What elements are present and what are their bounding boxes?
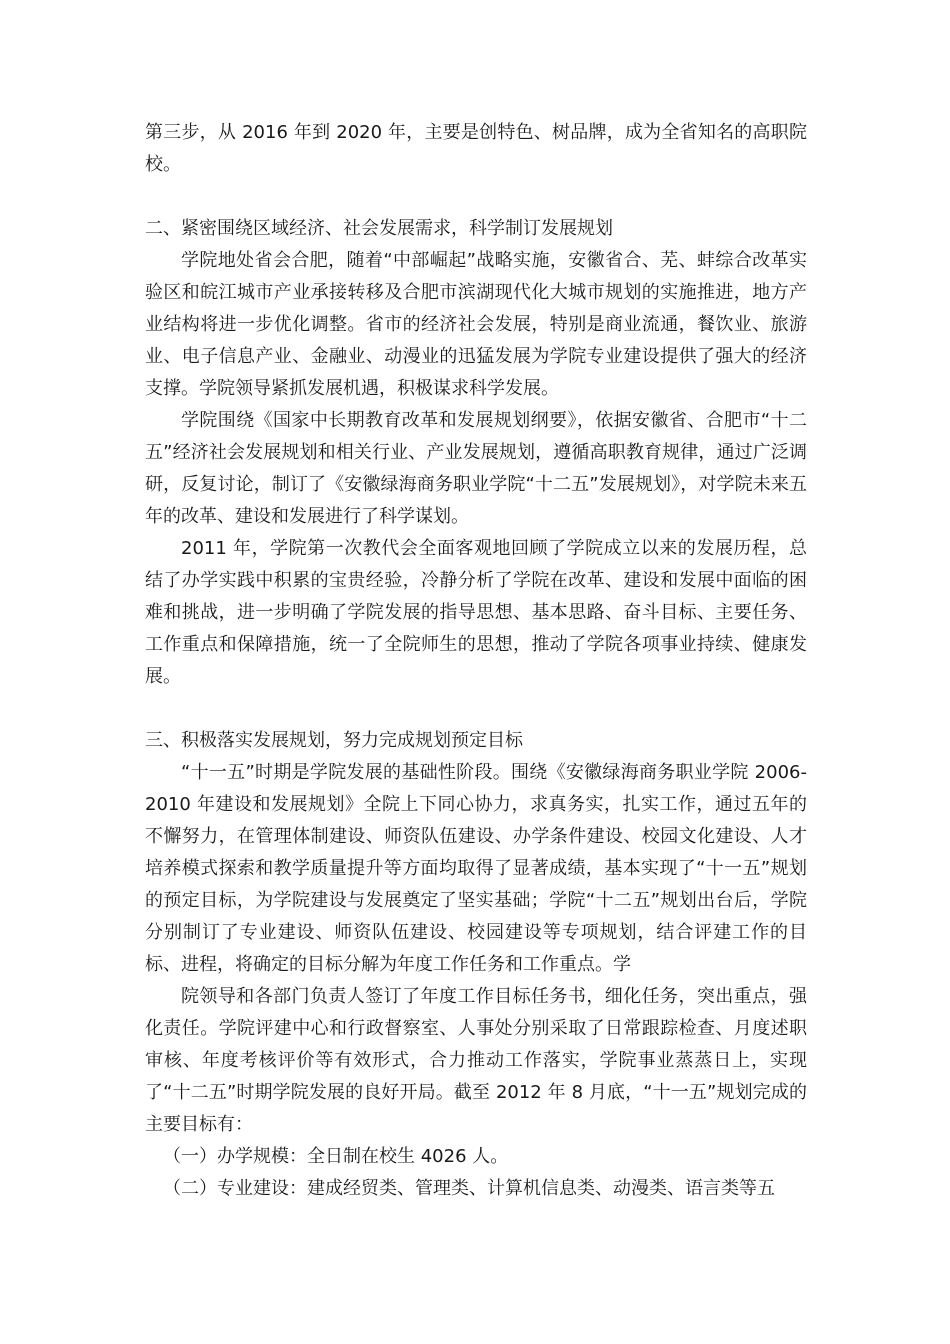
list-item-scale: （一）办学规模：全日制在校生 4026 人。	[163, 1146, 509, 1167]
intro-paragraph: 第三步，从 2016 年到 2020 年，主要是创特色、树品牌，成为全省知名的高职院校。	[145, 122, 807, 175]
section-3-heading: 三、积极落实发展规划，努力完成规划预定目标	[145, 730, 523, 751]
spacer	[145, 181, 807, 213]
section-3-paragraph-2: 院领导和各部门负责人签订了年度工作目标任务书，细化任务，突出重点，强化责任。学院评建中心和行政督察室、人事处分别采取了日常跟踪检查、月度述职审核、年度考核评价等有效形式，合力推动工作落实，学院事业蒸蒸日上，实现了“十二五”时期学院发展的良好开局。截至 2012 年 8 月底，“十一五”规划完成的主要目标有：	[145, 986, 807, 1135]
section-2-paragraph-3: 2011 年，学院第一次教代会全面客观地回顾了学院成立以来的发展历程，总结了办学实践中积累的宝贵经验，冷静分析了学院在改革、建设和发展中面临的困难和挑战，进一步明确了学院发展的指导思想、基本思路、奋斗目标、主要任务、工作重点和保障措施，统一了全院师生的思想，推动了学院各项事业持续、健康发展。	[145, 538, 807, 687]
section-2-heading: 二、紧密围绕区域经济、社会发展需求，科学制订发展规划	[145, 218, 613, 239]
section-2-paragraph-2: 学院围绕《国家中长期教育改革和发展规划纲要》，依据安徽省、合肥市“十二五”经济社会发展规划和相关行业、产业发展规划，遵循高职教育规律，通过广泛调研，反复讨论，制订了《安徽绿海商务职业学院“十二五”发展规划》，对学院未来五年的改革、建设和发展进行了科学谋划。	[145, 410, 807, 527]
section-2-paragraph-1: 学院地处省会合肥，随着“中部崛起”战略实施，安徽省合、芜、蚌综合改革实验区和皖江城市产业承接转移及合肥市滨湖现代化大城市规划的实施推进，地方产业结构将进一步优化调整。省市的经济社会发展，特别是商业流通，餐饮业、旅游业、电子信息产业、金融业、动漫业的迅猛发展为学院专业建设提供了强大的经济支撑。学院领导紧抓发展机遇，积极谋求科学发展。	[145, 250, 807, 399]
spacer	[145, 693, 807, 725]
list-item-majors: （二）专业建设：建成经贸类、管理类、计算机信息类、动漫类、语言类等五	[163, 1178, 775, 1199]
section-3-paragraph-1: “十一五”时期是学院发展的基础性阶段。围绕《安徽绿海商务职业学院 2006-2010 年建设和发展规划》全院上下同心协力，求真务实，扎实工作，通过五年的不懈努力，在管理体制建设、师资队伍建设、办学条件建设、校园文化建设、人才培养模式探索和教学质量提升等方面均取得了显著成绩，基本实现了“十一五”规划的预定目标，为学院建设与发展奠定了坚实基础；学院“十二五”规划出台后，学院分别制订了专业建设、师资队伍建设、校园建设等专项规划，结合评建工作的目标、进程，将确定的目标分解为年度工作任务和工作重点。学	[145, 762, 807, 975]
document-body	[145, 117, 807, 1205]
